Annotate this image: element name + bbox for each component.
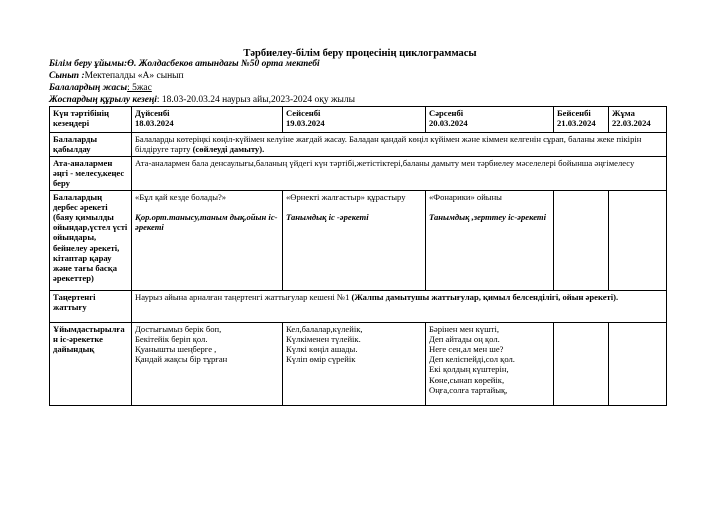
organized-row bbox=[50, 322, 667, 405]
independent-fri bbox=[609, 190, 667, 290]
exercise-text: Наурыз айына арналған таңертенгі жаттығулар кешені №1 (Жалпы дамытушы жаттығулар, қимыл белсенділігі, ойын әрекеті). bbox=[132, 290, 667, 322]
age-value: : 5жас bbox=[127, 83, 152, 93]
reception-row bbox=[50, 133, 667, 157]
parents-label: Ата-аналармен әңгі - мелесу,кеңес беру bbox=[50, 157, 132, 191]
independent-mon: «Бұл қай кезде болады?» Қор.орт.танысу,таным дық,ойын іс-әрекеті bbox=[132, 190, 283, 290]
org-value: Ө. Жолдасбеков атындағы №50 орта мектебі bbox=[127, 59, 320, 69]
independent-wed: «Фонарики» ойыны Танымдық ,зерттеу іс-әрекеті bbox=[426, 190, 554, 290]
organized-tue: Кел,балалар,күлейік, Күлкіменен түлейік. Күлкі көңіл ашады. Күліп өмір сүрейік bbox=[283, 322, 426, 405]
independent-thu bbox=[554, 190, 609, 290]
header-day-thu: Бейсенбі 21.03.2024 bbox=[554, 107, 609, 133]
reception-text: Балаларды көтеріңкі көңіл-күйімен келуіне жағдай жасау. Баладан қандай көңіл күйімен және кіммен келгенін сұрап, баланы жеке пікірін білдіруге тарту (сөйлеуді дамыту). bbox=[132, 133, 667, 157]
organized-mon: Достығымыз берік боп, Бекітейік беріп қол. Қуанышты шеңберге , Қандай жақсы бір тұрған bbox=[132, 322, 283, 405]
age-label: Балалардың жасы bbox=[49, 83, 128, 93]
parents-row bbox=[50, 157, 667, 191]
independent-tue: «Өрнекті жалғастыр» құрастыру Танымдық іс -әрекеті bbox=[283, 190, 426, 290]
document-title: Тәрбиелеу-білім беру процесінің циклограммасы bbox=[243, 48, 477, 59]
exercise-row bbox=[50, 290, 667, 322]
independent-row bbox=[50, 190, 667, 290]
reception-label: Балаларды қабылдау bbox=[50, 133, 132, 157]
header-day-tue: Сейсенбі 19.03.2024 bbox=[283, 107, 426, 133]
period-value: : 18.03-20.03.24 наурыз айы,2023-2024 оқу жылы bbox=[156, 95, 356, 105]
class-line bbox=[49, 71, 184, 82]
exercise-label: Таңертенгі жаттығу bbox=[50, 290, 132, 322]
age-line bbox=[49, 83, 152, 94]
header-row bbox=[50, 107, 667, 133]
class-value: Мектепалды «А» сынып bbox=[84, 71, 184, 81]
period-line bbox=[49, 95, 355, 106]
organized-wed: Бәрінен мен күшті, Деп айтады оң қол. Неге сен,ал мен ше? Деп келіспейді,сол қол. Екі қолдың күштерін, Көне,сынап көрейік, Оңға,солға тартайық, bbox=[426, 322, 554, 405]
class-label: Сынып : bbox=[49, 71, 85, 81]
header-stages: Күн тәртібінің кезеңдері bbox=[50, 107, 132, 133]
parents-text: Ата-аналармен бала денсаулығы,баланың үйдегі күн тәртібі,жетістіктері,баланы дамыту мен тәрбиелеу мәселелері бойынша әңгімелесу bbox=[132, 157, 667, 191]
org-line bbox=[49, 59, 320, 70]
organized-thu bbox=[554, 322, 609, 405]
independent-label: Балалардың дербес әрекеті (баяу қимылды ойындар,үстел үсті ойындары, бейнелеу әрекеті, кітаптар қарау және тағы басқа әрекеттер) bbox=[50, 190, 132, 290]
header-day-mon: Дүйсенбі 18.03.2024 bbox=[132, 107, 283, 133]
organized-label: Ұйымдастырылған іс-әрекетке дайындық bbox=[50, 322, 132, 405]
organized-fri bbox=[609, 322, 667, 405]
period-label: Жоспардың құрылу кезеңі bbox=[49, 95, 157, 105]
header-day-fri: Жұма 22.03.2024 bbox=[609, 107, 667, 133]
header-day-wed: Сәрсенбі 20.03.2024 bbox=[426, 107, 554, 133]
org-label: Білім беру ұйымы: bbox=[49, 59, 128, 69]
cyclogram-table bbox=[49, 106, 667, 406]
